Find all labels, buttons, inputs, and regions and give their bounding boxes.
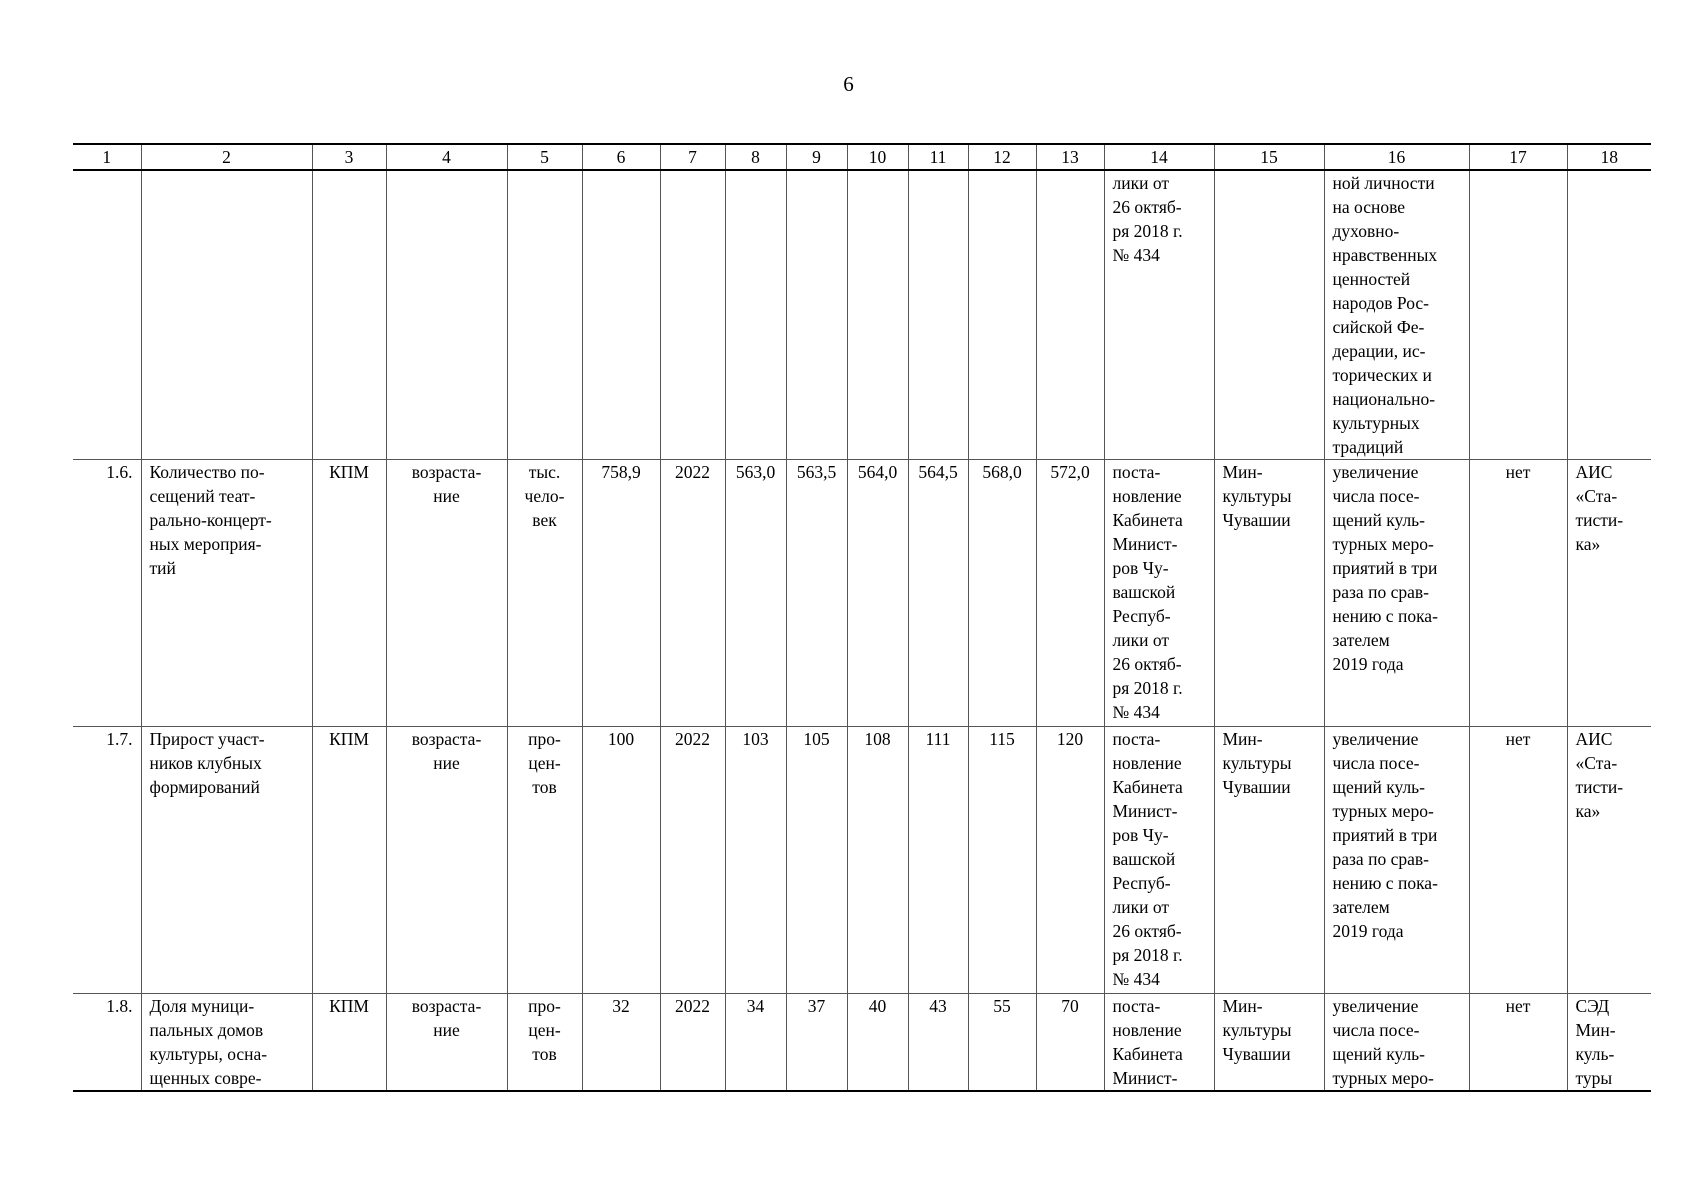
unit-cell: про- цен- тов xyxy=(507,994,582,1092)
value-cell: 43 xyxy=(908,994,968,1092)
info-system-cell: АИС «Ста- тисти- ка» xyxy=(1567,727,1651,994)
document-cell: поста- новление Кабинета Минист- xyxy=(1104,994,1214,1092)
indicator-name-cell: Количество по- сещений теат- рально-концерт- ных мероприя- тий xyxy=(141,460,312,727)
trend-cell: возраста- ние xyxy=(386,460,507,727)
trend-cell: возраста- ние xyxy=(386,994,507,1092)
value-cell xyxy=(847,170,908,460)
column-number: 18 xyxy=(1567,144,1651,170)
trend-cell: возраста- ние xyxy=(386,727,507,994)
value-cell: 34 xyxy=(725,994,786,1092)
document-cell: лики от 26 октяб- ря 2018 г. № 434 xyxy=(1104,170,1214,460)
row-number-cell: 1.8. xyxy=(73,994,141,1092)
base-value-cell: 758,9 xyxy=(582,460,660,727)
indicator-type-cell: КПМ xyxy=(312,994,386,1092)
base-value-cell: 100 xyxy=(582,727,660,994)
column-number: 13 xyxy=(1036,144,1104,170)
column-number: 5 xyxy=(507,144,582,170)
gis-flag-cell: нет xyxy=(1469,994,1567,1092)
value-cell xyxy=(725,170,786,460)
indicator-name-cell: Доля муници- пальных домов культуры, осна- щенных совре- xyxy=(141,994,312,1092)
column-number: 17 xyxy=(1469,144,1567,170)
base-value-cell: 32 xyxy=(582,994,660,1092)
column-number: 15 xyxy=(1214,144,1324,170)
goal-link-cell: увеличение числа посе- щений куль- турных меро- приятий в три раза по срав- нению с пока- зателем 2019 года xyxy=(1324,727,1469,994)
indicator-name-cell xyxy=(141,170,312,460)
gis-flag-cell: нет xyxy=(1469,460,1567,727)
value-cell: 115 xyxy=(968,727,1036,994)
document-cell: поста- новление Кабинета Минист- ров Чу- вашской Респуб- лики от 26 октяб- ря 2018 г. № 434 xyxy=(1104,460,1214,727)
column-number: 3 xyxy=(312,144,386,170)
value-cell: 568,0 xyxy=(968,460,1036,727)
column-number: 16 xyxy=(1324,144,1469,170)
value-cell xyxy=(908,170,968,460)
value-cell xyxy=(1036,170,1104,460)
table-row xyxy=(73,727,1651,994)
value-cell: 108 xyxy=(847,727,908,994)
column-number: 4 xyxy=(386,144,507,170)
indicators-table xyxy=(73,143,1651,1092)
base-year-cell: 2022 xyxy=(660,727,725,994)
goal-link-cell: увеличение числа посе- щений куль- турных меро- xyxy=(1324,994,1469,1092)
gis-flag-cell: нет xyxy=(1469,727,1567,994)
column-number: 6 xyxy=(582,144,660,170)
row-number-cell xyxy=(73,170,141,460)
column-number: 10 xyxy=(847,144,908,170)
table-row xyxy=(73,460,1651,727)
goal-link-cell: ной личности на основе духовно- нравственных ценностей народов Рос- сийской Фе- дерации, ис- торических и национально- культурных традиций xyxy=(1324,170,1469,460)
value-cell: 564,5 xyxy=(908,460,968,727)
info-system-cell xyxy=(1567,170,1651,460)
indicator-type-cell: КПМ xyxy=(312,460,386,727)
gis-flag-cell xyxy=(1469,170,1567,460)
unit-cell xyxy=(507,170,582,460)
unit-cell: про- цен- тов xyxy=(507,727,582,994)
value-cell xyxy=(786,170,847,460)
responsible-cell: Мин- культуры Чувашии xyxy=(1214,727,1324,994)
value-cell: 563,5 xyxy=(786,460,847,727)
row-number-cell: 1.7. xyxy=(73,727,141,994)
row-number-cell: 1.6. xyxy=(73,460,141,727)
value-cell: 70 xyxy=(1036,994,1104,1092)
value-cell: 111 xyxy=(908,727,968,994)
indicator-type-cell xyxy=(312,170,386,460)
value-cell: 105 xyxy=(786,727,847,994)
value-cell: 103 xyxy=(725,727,786,994)
value-cell: 564,0 xyxy=(847,460,908,727)
base-year-cell: 2022 xyxy=(660,994,725,1092)
unit-cell: тыс. чело- век xyxy=(507,460,582,727)
info-system-cell: СЭД Мин- куль- туры xyxy=(1567,994,1651,1092)
indicator-name-cell: Прирост участ- ников клубных формирований xyxy=(141,727,312,994)
page-number: 6 xyxy=(843,72,854,96)
goal-link-cell: увеличение числа посе- щений куль- турных меро- приятий в три раза по срав- нению с пока- зателем 2019 года xyxy=(1324,460,1469,727)
value-cell xyxy=(968,170,1036,460)
column-number: 8 xyxy=(725,144,786,170)
column-number: 11 xyxy=(908,144,968,170)
indicator-type-cell: КПМ xyxy=(312,727,386,994)
trend-cell xyxy=(386,170,507,460)
column-number: 1 xyxy=(73,144,141,170)
column-number: 9 xyxy=(786,144,847,170)
value-cell: 120 xyxy=(1036,727,1104,994)
base-value-cell xyxy=(582,170,660,460)
table-row xyxy=(73,994,1651,1092)
column-number: 7 xyxy=(660,144,725,170)
value-cell: 40 xyxy=(847,994,908,1092)
responsible-cell: Мин- культуры Чувашии xyxy=(1214,460,1324,727)
responsible-cell: Мин- культуры Чувашии xyxy=(1214,994,1324,1092)
column-number: 2 xyxy=(141,144,312,170)
value-cell: 55 xyxy=(968,994,1036,1092)
base-year-cell: 2022 xyxy=(660,460,725,727)
column-number: 12 xyxy=(968,144,1036,170)
column-number: 14 xyxy=(1104,144,1214,170)
value-cell: 572,0 xyxy=(1036,460,1104,727)
table-row-continuation xyxy=(73,170,1651,460)
info-system-cell: АИС «Ста- тисти- ка» xyxy=(1567,460,1651,727)
column-number-row xyxy=(73,144,1651,170)
base-year-cell xyxy=(660,170,725,460)
value-cell: 563,0 xyxy=(725,460,786,727)
value-cell: 37 xyxy=(786,994,847,1092)
responsible-cell xyxy=(1214,170,1324,460)
document-cell: поста- новление Кабинета Минист- ров Чу- вашской Респуб- лики от 26 октяб- ря 2018 г. № 434 xyxy=(1104,727,1214,994)
